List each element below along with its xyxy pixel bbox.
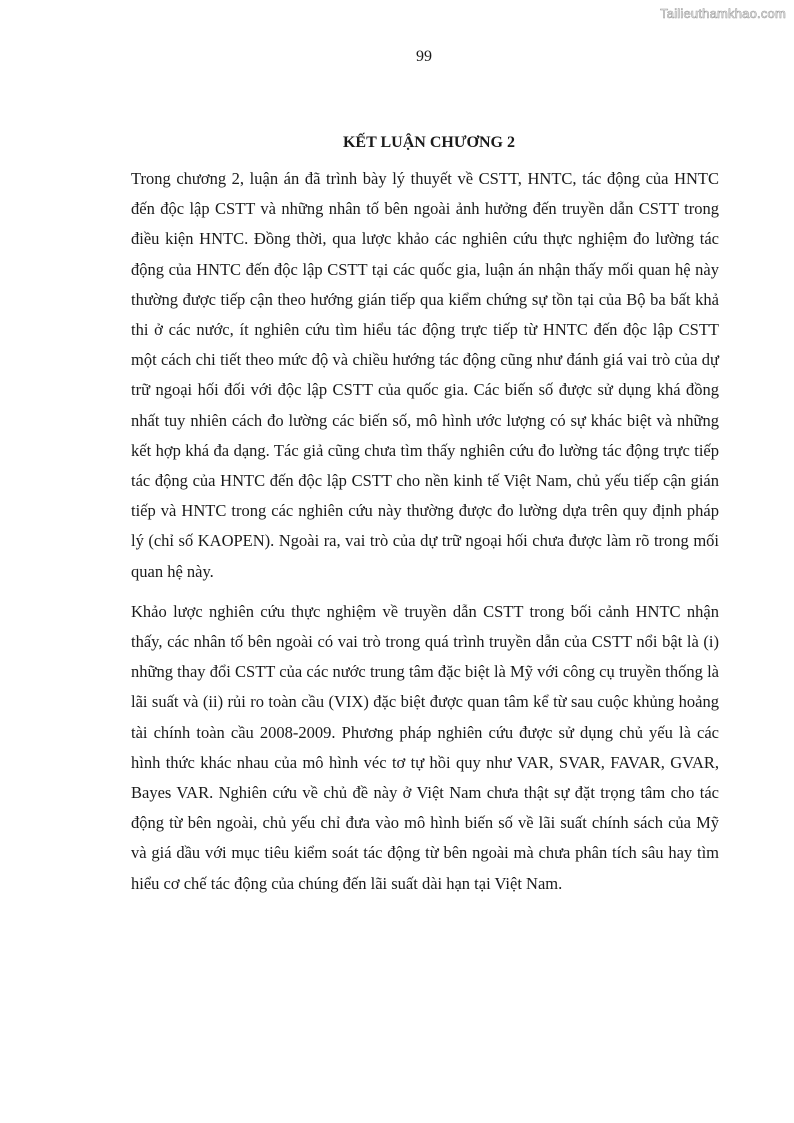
watermark: Tailieuthamkhao.com [660, 6, 786, 21]
chapter-conclusion-heading: KẾT LUẬN CHƯƠNG 2 [342, 134, 515, 151]
page-number: 99 [416, 48, 432, 65]
paragraph-2: Khảo lược nghiên cứu thực nghiệm về truyền dẫn CSTT trong bối cảnh HNTC nhận thấy, các nhân tố bên ngoài có vai trò trong quá trình truyền dẫn của CSTT nổi bật là (i) những thay đổi CSTT của các nước trung tâm đặc biệt là Mỹ với công cụ truyền thống là lãi suất và (ii) rủi ro toàn cầu (VIX) đặc biệt được quan tâm kể từ sau cuộc khủng hoảng tài chính toàn cầu 2008-2009. Phương pháp nghiên cứu được sử dụng chủ yếu là các hình thức khác nhau của mô hình véc tơ tự hồi quy như VAR, SVAR, FAVAR, GVAR, Bayes VAR. Nghiên cứu về chủ đề này ở Việt Nam chưa thật sự đặt trọng tâm cho tác động từ bên ngoài, chủ yếu chỉ đưa vào mô hình biến số về lãi suất chính sách của Mỹ và giá dầu với mục tiêu kiểm soát tác động từ bên ngoài mà chưa phân tích sâu hay tìm hiểu cơ chế tác động của chúng đến lãi suất dài hạn tại Việt Nam. [131, 601, 719, 893]
paragraph-1: Trong chương 2, luận án đã trình bày lý thuyết về CSTT, HNTC, tác động của HNTC đến độc lập CSTT và những nhân tố bên ngoài ảnh hưởng đến truyền dẫn CSTT trong điều kiện HNTC. Đồng thời, qua lược khảo các nghiên cứu thực nghiệm đo lường tác động của HNTC đến độc lập CSTT tại các quốc gia, luận án nhận thấy mối quan hệ này thường được tiếp cận theo hướng gián tiếp qua kiểm chứng sự tồn tại của Bộ ba bất khả thi ở các nước, ít nghiên cứu tìm hiểu tác động trực tiếp từ HNTC đến độc lập CSTT một cách chi tiết theo mức độ và chiều hướng tác động cũng như đánh giá vai trò của dự trữ ngoại hối đối với độc lập CSTT của quốc gia. Các biến số được sử dụng khá đồng nhất tuy nhiên cách đo lường các biến số, mô hình ước lượng có sự khác biệt và những kết hợp khá đa dạng. Tác giả cũng chưa tìm thấy nghiên cứu đo lường tác động trực tiếp tác động của HNTC đến độc lập CSTT cho nền kinh tế Việt Nam, chủ yếu tiếp cận gián tiếp và HNTC trong các nghiên cứu này thường được đo lường dựa trên quy định pháp lý (chỉ số KAOPEN). Ngoài ra, vai trò của dự trữ ngoại hối chưa được làm rõ trong mối quan hệ này. [131, 169, 719, 581]
document-body [131, 134, 719, 909]
